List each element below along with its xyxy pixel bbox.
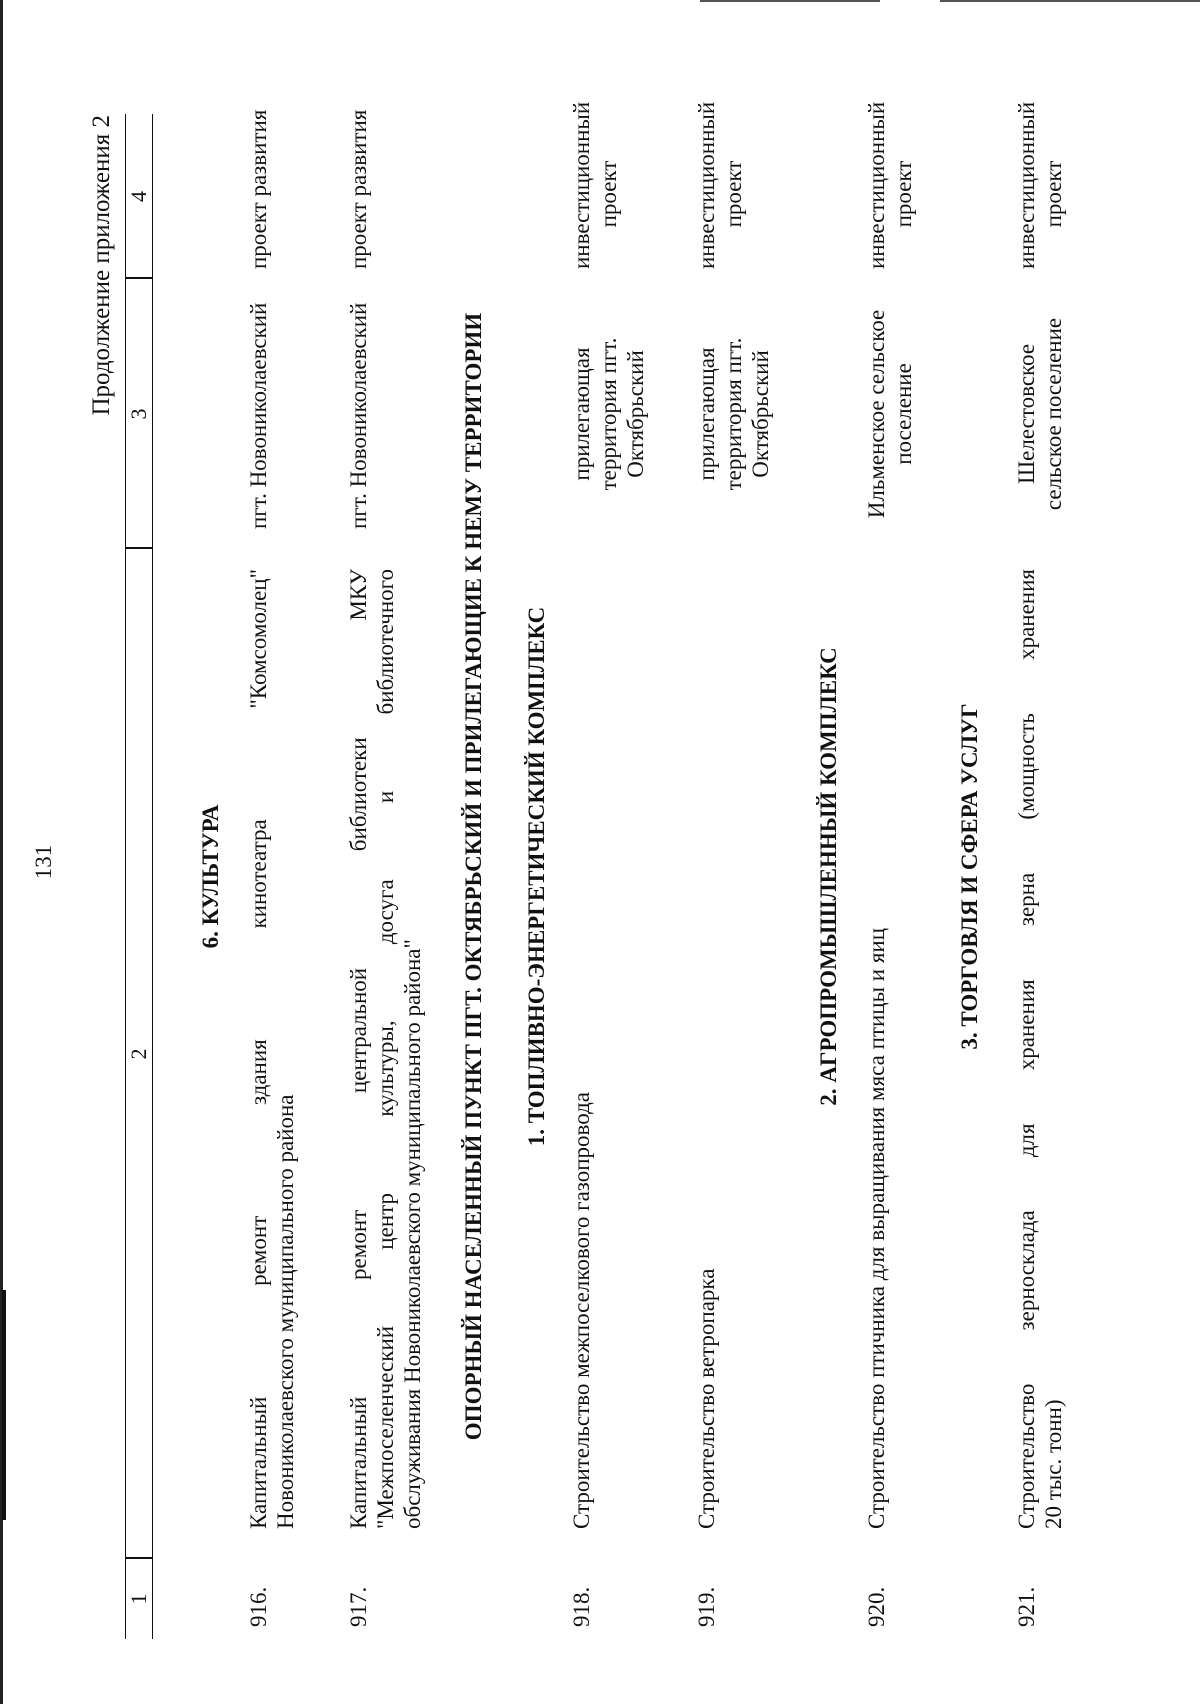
- table-header: [125, 114, 153, 1639]
- header-col-3: 3: [126, 408, 151, 420]
- row-description: [345, 569, 426, 1529]
- section-heading-fuel-energy: 1. ТОПЛИВНО-ЭНЕРГЕТИЧЕСКИЙ КОМПЛЕКС: [524, 606, 549, 1147]
- project-type-line: проект: [721, 160, 746, 228]
- location-line: прилегающая: [694, 347, 719, 481]
- project-type-line: проект развития: [346, 109, 371, 269]
- section-heading-agro: 2. АГРОПРОМЫШЛЕННЫЙ КОМПЛЕКС: [816, 647, 841, 1106]
- continuation-label: Продолжение приложения 2: [88, 115, 115, 416]
- description-line: Строительство межпоселкового газопровода: [569, 1092, 594, 1529]
- description-line: Капитальный ремонт здания кинотеатра "Комсомолец": [246, 569, 271, 1529]
- location-line: территория: [596, 379, 621, 491]
- row-description: [568, 569, 595, 1529]
- row-number: 920.: [864, 1586, 889, 1627]
- section-heading-trade: 3. ТОРГОВЛЯ И СФЕРА УСЛУГ: [957, 703, 982, 1050]
- location-line: пгт. Новониколаевский: [346, 302, 371, 529]
- project-type-line: инвестиционный: [1014, 101, 1039, 269]
- row-description: [245, 569, 299, 1529]
- project-type-line: проект: [1041, 160, 1066, 228]
- row-project-type: [568, 101, 622, 269]
- projects-table: [125, 101, 1066, 1639]
- row-number: 917.: [346, 1586, 371, 1627]
- description-line: Строительство ветропарка: [694, 1268, 719, 1529]
- description-line: Новониколаевского муниципального района: [273, 1094, 298, 1529]
- location-line: поселение: [891, 363, 916, 465]
- project-type-line: проект развития: [246, 109, 271, 269]
- location-line: сельское поселение: [1041, 317, 1066, 511]
- description-line: Капитальный ремонт центральной библиотеки МКУ: [346, 569, 371, 1529]
- row-project-type: [1013, 101, 1067, 269]
- location-line: Ильменское сельское: [864, 309, 889, 519]
- project-type-line: проект: [891, 160, 916, 228]
- row-number: 919.: [694, 1586, 719, 1627]
- description-line: Строительство зерносклада для хранения зерна (мощность хранения: [1014, 569, 1039, 1529]
- row-description: [863, 569, 890, 1529]
- description-line: обслуживания Новониколаевского муниципального района": [400, 939, 425, 1529]
- location-line: пгт. Новониколаевский: [246, 302, 271, 529]
- description-line: "Межпоселенческий центр культуры, досуга и библиотечного: [373, 569, 398, 1529]
- row-location: [1013, 299, 1067, 529]
- section-heading-support-center: ОПОРНЫЙ НАСЕЛЕННЫЙ ПУНКТ ПГТ. ОКТЯБРЬСКИЙ И ПРИЛЕГАЮЩИЕ К НЕМУ ТЕРРИТОРИИ: [461, 312, 486, 1441]
- row-project-type: [345, 69, 372, 269]
- row-project-type: [245, 69, 272, 269]
- description-line: 20 тыс. тонн): [1041, 1399, 1066, 1529]
- row-number: 921.: [1014, 1586, 1039, 1627]
- row-location: [245, 299, 272, 529]
- location-line: пгт. Октябрьский: [596, 337, 648, 478]
- location-line: территория: [721, 379, 746, 491]
- header-col-1: 1: [126, 1593, 151, 1605]
- row-location: [568, 299, 649, 529]
- row-description: [693, 569, 720, 1529]
- row-project-type: [863, 101, 917, 269]
- project-type-line: проект: [596, 160, 621, 228]
- location-line: прилегающая: [569, 347, 594, 481]
- row-location: [693, 299, 774, 529]
- row-project-type: [693, 101, 747, 269]
- section-heading-culture: 6. КУЛЬТУРА: [198, 804, 223, 949]
- description-line: Строительство птичника для выращивания мяса птицы и яиц: [864, 927, 889, 1529]
- page-number: 131: [31, 844, 56, 880]
- location-line: Шелестовское: [1014, 343, 1039, 485]
- row-number: 918.: [569, 1586, 594, 1627]
- row-location: [345, 299, 372, 529]
- project-type-line: инвестиционный: [569, 101, 594, 269]
- project-type-line: инвестиционный: [694, 101, 719, 269]
- location-line: пгт. Октябрьский: [721, 337, 773, 478]
- project-type-line: инвестиционный: [864, 101, 889, 269]
- header-col-4: 4: [126, 191, 151, 202]
- row-number: 916.: [246, 1586, 271, 1627]
- header-col-2: 2: [126, 1048, 151, 1060]
- row-description: [1013, 569, 1067, 1529]
- row-location: [863, 299, 917, 529]
